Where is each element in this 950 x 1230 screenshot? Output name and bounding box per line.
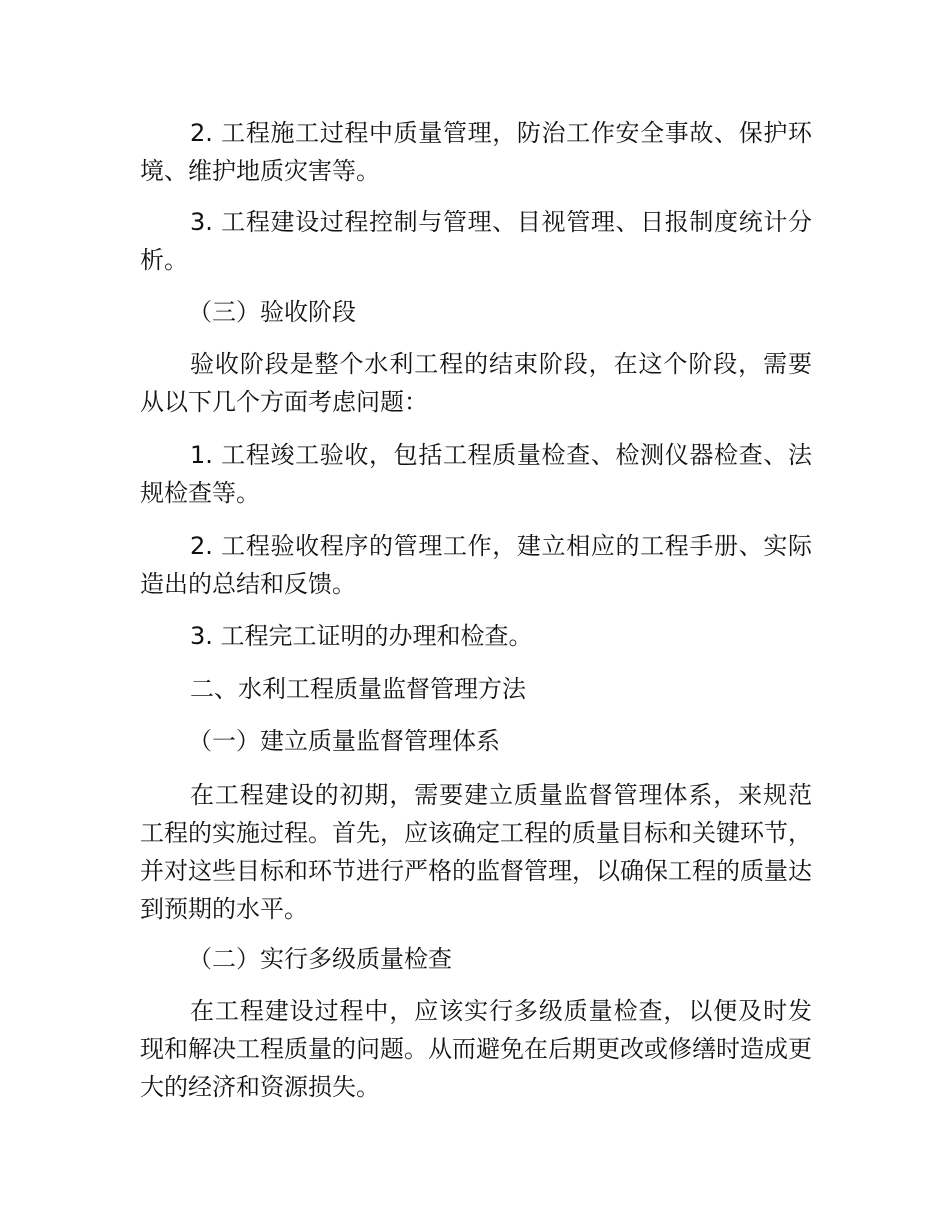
section-heading-multilevel-inspection: （二）实行多级质量检查 bbox=[188, 945, 452, 973]
paragraph-acceptance-procedure: 2. 工程验收程序的管理工作，建立相应的工程手册、实际造出的总结和反馈。 bbox=[140, 532, 812, 598]
paragraph-multilevel-inspection: 在工程建设过程中，应该实行多级质量检查，以便及时发现和解决工程质量的问题。从而避免在后期更改或修缮时造成更大的经济和资源损失。 bbox=[140, 997, 812, 1101]
paragraph-acceptance-intro: 验收阶段是整个水利工程的结束阶段，在这个阶段，需要从以下几个方面考虑问题： bbox=[140, 350, 812, 416]
chapter-heading-quality-supervision-methods: 二、水利工程质量监督管理方法 bbox=[190, 675, 526, 703]
paragraph-supervision-system: 在工程建设的初期，需要建立质量监督管理体系，来规范工程的实施过程。首先，应该确定工程的质量目标和关键环节，并对这些目标和环节进行严格的监督管理，以确保工程的质量达到预期的水平。 bbox=[140, 781, 812, 923]
paragraph-completion-certificate: 3. 工程完工证明的办理和检查。 bbox=[190, 622, 533, 650]
paragraph-completion-acceptance: 1. 工程竣工验收，包括工程质量检查、检测仪器检查、法规检查等。 bbox=[140, 441, 812, 507]
section-heading-acceptance-stage: （三）验收阶段 bbox=[188, 298, 356, 326]
paragraph-process-control: 3. 工程建设过程控制与管理、目视管理、日报制度统计分析。 bbox=[140, 208, 812, 274]
paragraph-construction-quality: 2. 工程施工过程中质量管理，防治工作安全事故、保护环境、维护地质灾害等。 bbox=[140, 119, 812, 185]
section-heading-supervision-system: （一）建立质量监督管理体系 bbox=[188, 727, 500, 755]
